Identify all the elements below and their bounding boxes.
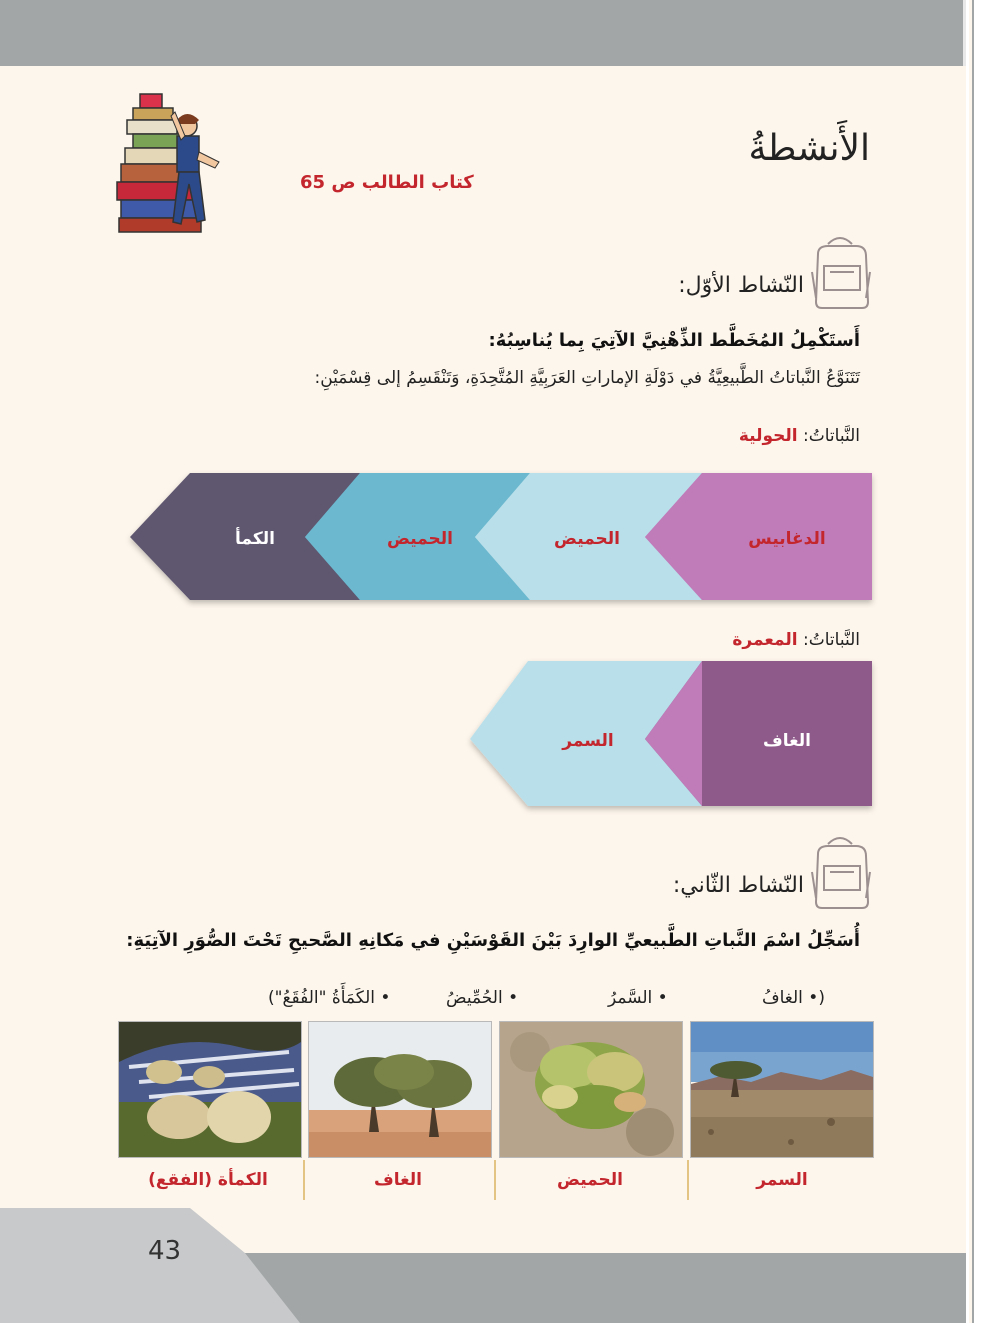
caption-divider bbox=[303, 1160, 305, 1200]
perennial-plants-diagram bbox=[440, 656, 880, 816]
caption-4: الكمأة (الفقع) bbox=[148, 1170, 268, 1190]
photo-samr-tree bbox=[690, 1021, 874, 1158]
activity2-heading: النّشاط الثّاني: bbox=[672, 873, 804, 898]
annual-plants-diagram bbox=[110, 468, 880, 608]
annual-item-2: الحميض bbox=[554, 529, 620, 549]
caption-1: السمر bbox=[756, 1170, 808, 1190]
activity1-heading: النّشاط الأوّل: bbox=[678, 273, 804, 298]
activity1-sentence: تَتَنَوَّعُ النَّباتاتُ الطَّبيعِيَّةُ في دَوْلَةِ الإماراتِ العَرَبِيَّةِ المُتَّحِدَةِ، وَتَنْقَسِمُ إلى قِسْمَيْنِ: bbox=[314, 368, 860, 388]
backpack-icon bbox=[806, 232, 874, 312]
annual-label-type: الحولية bbox=[738, 426, 798, 446]
option-3: • الحُمِّيضُ bbox=[446, 988, 519, 1008]
option-2: • السَّمرُ bbox=[608, 988, 668, 1008]
option-1: (• الغافُ bbox=[762, 988, 825, 1008]
annual-item-1: الدغابيس bbox=[748, 529, 826, 549]
option-4: • الكَمَأَةُ "الفُقَعُ") bbox=[268, 988, 391, 1008]
caption-3: الغاف bbox=[374, 1170, 422, 1190]
books-stack-illustration bbox=[115, 92, 240, 237]
perennial-item-1: الغاف bbox=[763, 731, 811, 751]
caption-2: الحميض bbox=[557, 1170, 623, 1190]
perennial-label-type: المعمرة bbox=[732, 630, 798, 650]
page-title: الأَنشطةُ bbox=[748, 128, 870, 169]
photo-humaid-plant bbox=[499, 1021, 683, 1158]
backpack-icon bbox=[806, 832, 874, 912]
annual-item-3: الحميض bbox=[387, 529, 453, 549]
perennial-item-2: السمر bbox=[562, 731, 614, 751]
book-reference: كتاب الطالب ص 65 bbox=[300, 172, 474, 193]
annual-item-4: الكمأ bbox=[235, 529, 275, 549]
activity1-instruction: أَستَكْمِلُ المُخَطَّط الذِّهْنِيَّ الآتِيَ بِما يُناسِبُهُ: bbox=[488, 330, 860, 351]
page-number: 43 bbox=[148, 1236, 182, 1266]
photo-ghaf-tree bbox=[308, 1021, 492, 1158]
photo-truffle bbox=[118, 1021, 302, 1158]
perennial-label-prefix: النَّباتاتُ: bbox=[803, 630, 860, 650]
top-bar bbox=[0, 0, 992, 66]
perennial-label bbox=[732, 630, 860, 650]
activity2-instruction: أُسَجِّلُ اسْمَ النَّباتِ الطَّبيعيِّ الوارِدَ بَيْنَ القَوْسَيْنِ في مَكانِهِ الصَّحيحِ تَحْتَ الصُّوَرِ الآتِيَةِ: bbox=[126, 930, 860, 951]
page-edge bbox=[966, 0, 992, 1323]
annual-label-prefix: النَّباتاتُ: bbox=[803, 426, 860, 446]
annual-label bbox=[739, 426, 860, 446]
caption-divider bbox=[687, 1160, 689, 1200]
caption-divider bbox=[494, 1160, 496, 1200]
